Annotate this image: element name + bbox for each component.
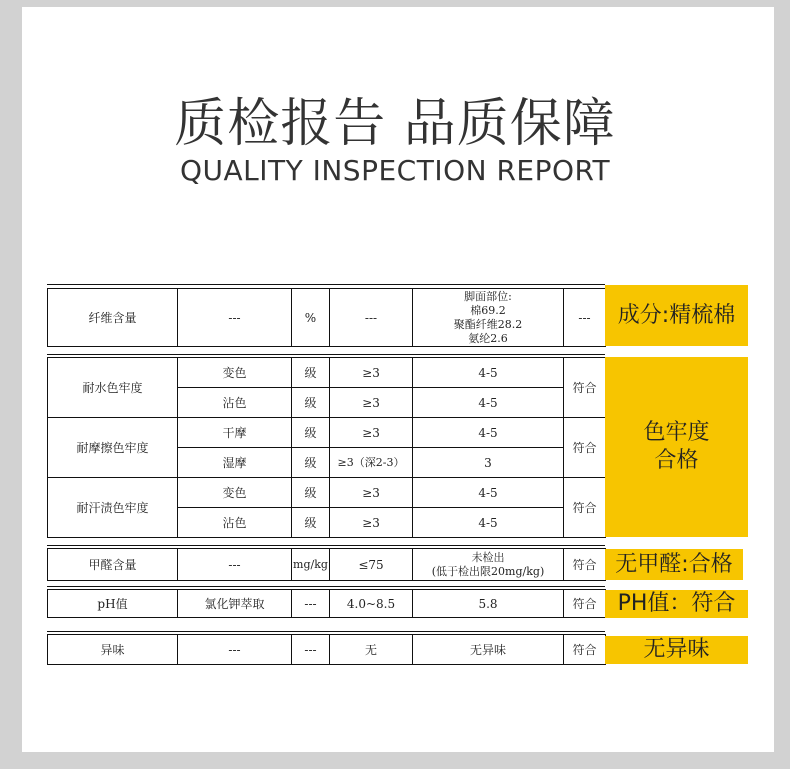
block-rule <box>47 545 605 546</box>
title-english: QUALITY INSPECTION REPORT <box>179 154 611 187</box>
block-rule <box>47 631 605 632</box>
item-cell: 耐水色牢度 <box>48 358 178 418</box>
standard-cell: ≥3 <box>330 358 413 388</box>
standard-cell: --- <box>330 289 413 347</box>
method-cell: --- <box>178 549 292 581</box>
sub-item-cell: 变色 <box>178 478 292 508</box>
unit-cell: 级 <box>292 358 330 388</box>
unit-cell: --- <box>292 635 330 665</box>
result-cell <box>413 289 564 347</box>
result-line: (低于检出限20mg/kg) <box>431 564 545 578</box>
standard-cell: ≥3 <box>330 478 413 508</box>
fiber-badge: 成分:精梳棉 <box>605 285 748 346</box>
ph-badge: PH值：符合 <box>605 590 748 618</box>
unit-cell: --- <box>292 590 330 618</box>
sub-item-cell: 干摩 <box>178 418 292 448</box>
fiber-table <box>47 288 606 347</box>
table-row <box>48 549 606 581</box>
verdict-cell: 符合 <box>564 590 606 618</box>
standard-cell: ≥3 <box>330 388 413 418</box>
item-cell: 甲醛含量 <box>48 549 178 581</box>
badge-line: 色牢度 <box>643 420 710 445</box>
ph-table <box>47 589 606 618</box>
odor-table <box>47 634 606 665</box>
unit-cell: 级 <box>292 478 330 508</box>
result-cell: 4-5 <box>413 478 564 508</box>
item-cell: 耐摩擦色牢度 <box>48 418 178 478</box>
formaldehyde-badge: 无甲醛:合格 <box>605 549 743 580</box>
item-cell: pH值 <box>48 590 178 618</box>
unit-cell: 级 <box>292 418 330 448</box>
sub-item-cell: 湿摩 <box>178 448 292 478</box>
badge-line: 合格 <box>654 448 699 473</box>
result-line: 未检出 <box>471 550 505 564</box>
verdict-cell: 符合 <box>564 418 606 478</box>
method-cell: 氯化钾萃取 <box>178 590 292 618</box>
odor-badge: 无异味 <box>605 636 748 664</box>
table-row <box>48 358 606 388</box>
table-row <box>48 478 606 508</box>
item-cell: 纤维含量 <box>48 289 178 347</box>
table-row <box>48 635 606 665</box>
result-cell: 3 <box>413 448 564 478</box>
formaldehyde-table <box>47 548 606 581</box>
standard-cell: 4.0~8.5 <box>330 590 413 618</box>
sub-item-cell: 沾色 <box>178 388 292 418</box>
result-cell: 4-5 <box>413 418 564 448</box>
standard-cell: 无 <box>330 635 413 665</box>
standard-cell: ≥3 <box>330 418 413 448</box>
result-line: 聚酯纤维28.2 <box>453 317 523 331</box>
table-row <box>48 289 606 347</box>
item-cell: 耐汗渍色牢度 <box>48 478 178 538</box>
report-heading <box>0 92 790 188</box>
verdict-cell: 符合 <box>564 478 606 538</box>
result-line: 棉69.2 <box>470 303 506 317</box>
verdict-cell: --- <box>564 289 606 347</box>
unit-cell: 级 <box>292 508 330 538</box>
verdict-cell: 符合 <box>564 635 606 665</box>
block-rule <box>47 354 605 355</box>
result-cell: 4-5 <box>413 388 564 418</box>
result-cell: 无异味 <box>413 635 564 665</box>
sub-item-cell: 变色 <box>178 358 292 388</box>
result-cell <box>413 549 564 581</box>
table-row <box>48 418 606 448</box>
standard-cell: ≥3（深2-3） <box>330 448 413 478</box>
result-cell: 4-5 <box>413 358 564 388</box>
unit-cell: mg/kg <box>292 549 330 581</box>
unit-cell: 级 <box>292 448 330 478</box>
unit-cell: % <box>292 289 330 347</box>
table-row <box>48 590 606 618</box>
item-cell: 异味 <box>48 635 178 665</box>
colorfastness-table <box>47 357 606 538</box>
unit-cell: 级 <box>292 388 330 418</box>
method-cell: --- <box>178 635 292 665</box>
method-cell: --- <box>178 289 292 347</box>
result-line: 脚面部位: <box>464 289 512 303</box>
block-rule <box>47 586 605 587</box>
colorfastness-badge <box>605 357 748 537</box>
title-chinese: 质检报告 品质保障 <box>174 94 616 154</box>
standard-cell: ≥3 <box>330 508 413 538</box>
result-line: 氨纶2.6 <box>468 331 508 345</box>
table-top-rule <box>47 284 605 285</box>
result-cell: 5.8 <box>413 590 564 618</box>
sub-item-cell: 沾色 <box>178 508 292 538</box>
result-cell: 4-5 <box>413 508 564 538</box>
standard-cell: ≤75 <box>330 549 413 581</box>
verdict-cell: 符合 <box>564 358 606 418</box>
verdict-cell: 符合 <box>564 549 606 581</box>
